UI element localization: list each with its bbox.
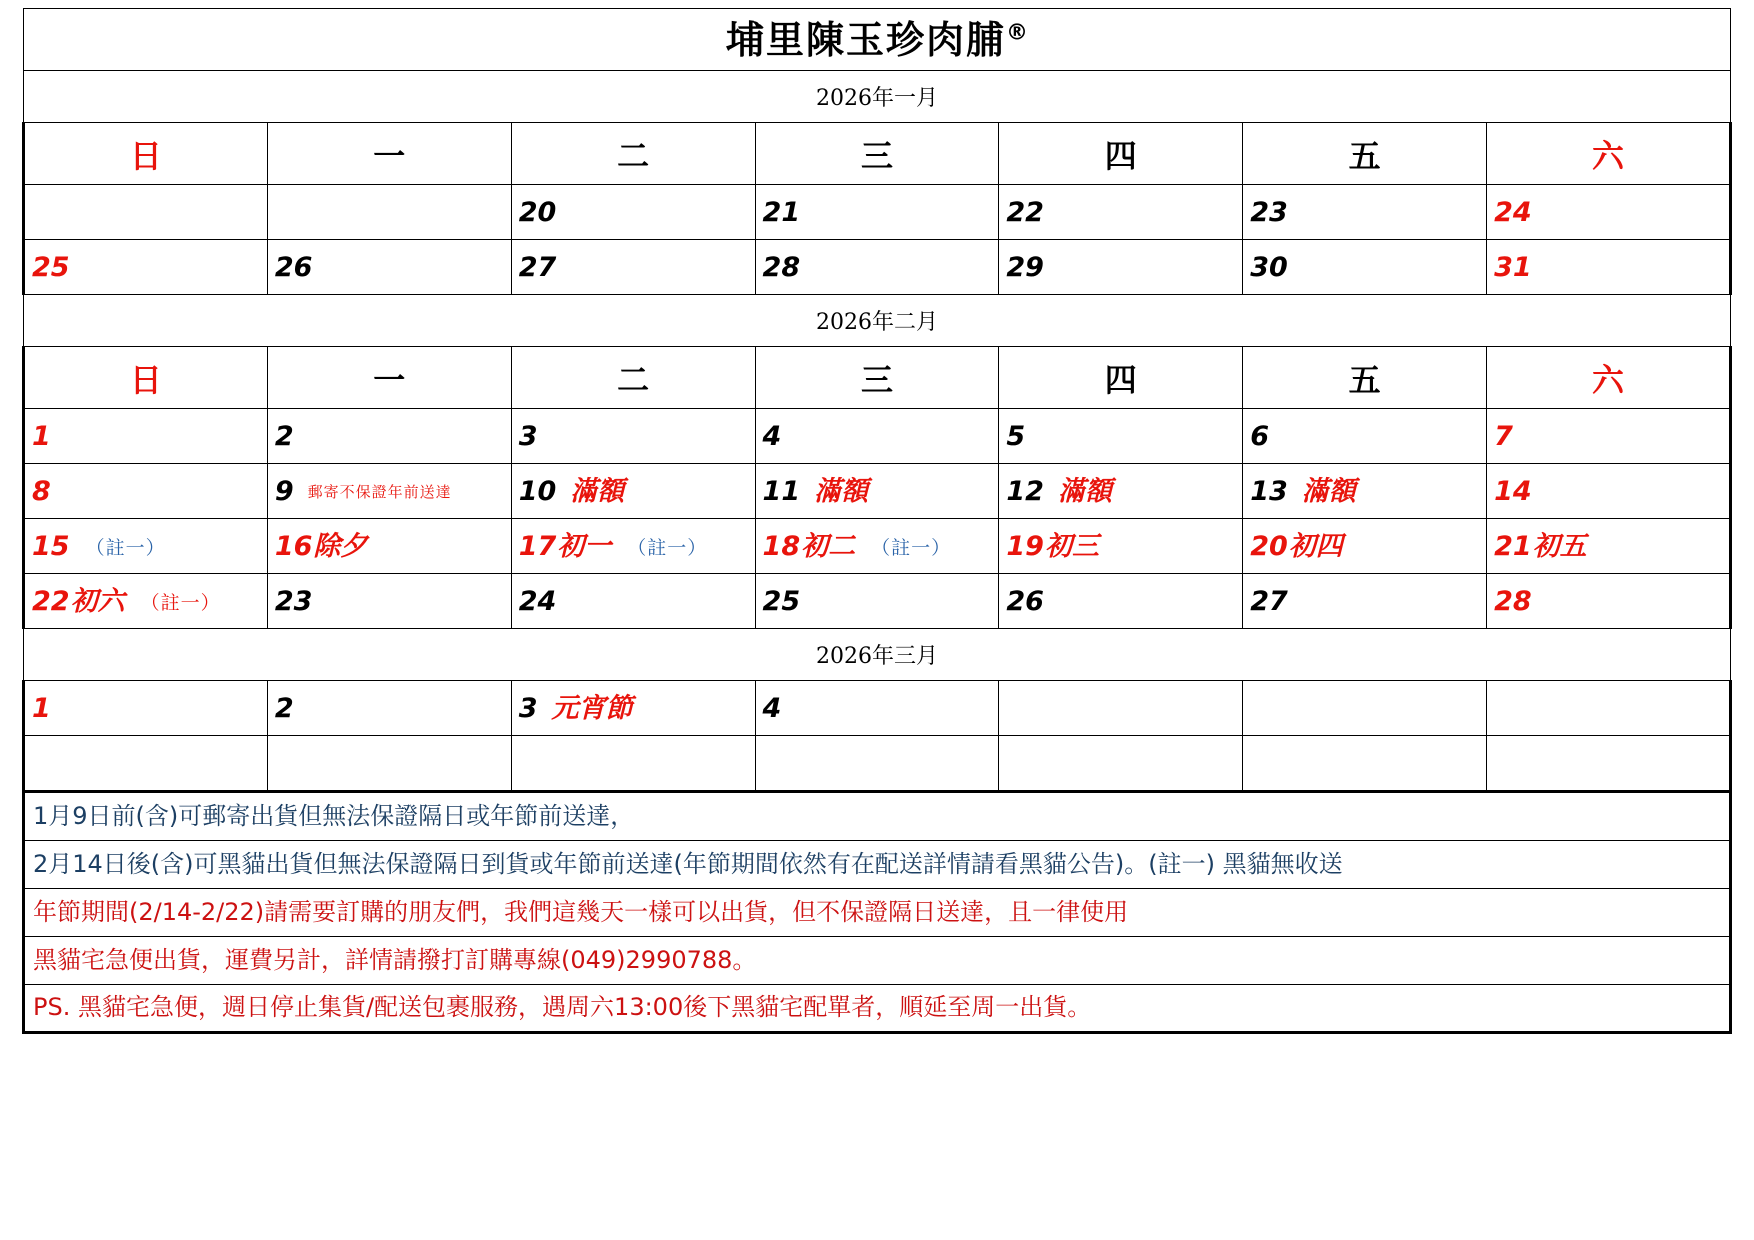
day-cell[interactable] bbox=[755, 240, 999, 295]
day-cell-content bbox=[1243, 240, 1486, 294]
day-cell-content bbox=[1487, 185, 1729, 239]
day-number: 24 bbox=[1494, 196, 1532, 228]
weekday-header-row bbox=[24, 347, 1731, 409]
weekday-label: 二 bbox=[617, 136, 650, 175]
weekday-header-row bbox=[24, 123, 1731, 185]
day-number: 19 bbox=[1006, 530, 1044, 562]
month-label-cell bbox=[24, 71, 1731, 123]
day-cell-content bbox=[268, 736, 511, 790]
weekday-label: 三 bbox=[860, 136, 893, 175]
day-cell[interactable] bbox=[267, 409, 511, 464]
week-row bbox=[24, 240, 1731, 295]
month-label-cell bbox=[24, 629, 1731, 681]
empty-day-cell bbox=[755, 736, 999, 791]
day-cell[interactable] bbox=[1243, 574, 1487, 629]
weekday-header-3 bbox=[755, 347, 999, 409]
day-cell-content bbox=[1243, 574, 1486, 628]
week-row bbox=[24, 409, 1731, 464]
weekday-header-0 bbox=[24, 347, 268, 409]
weekday-header-5 bbox=[1243, 123, 1487, 185]
day-number: 2 bbox=[274, 420, 294, 452]
note-row bbox=[24, 888, 1731, 936]
day-cell[interactable] bbox=[511, 240, 755, 295]
weekday-header-5 bbox=[1243, 347, 1487, 409]
day-cell[interactable] bbox=[999, 185, 1243, 240]
day-number: 10 bbox=[518, 475, 557, 507]
day-cell-content bbox=[999, 185, 1242, 239]
day-tag: 初四 bbox=[1288, 530, 1343, 562]
day-cell[interactable] bbox=[755, 681, 999, 736]
weekday-label: 一 bbox=[373, 360, 406, 399]
day-cell-content bbox=[268, 681, 511, 735]
day-cell-content bbox=[268, 464, 511, 518]
page-title bbox=[725, 17, 1028, 62]
day-cell-content bbox=[25, 409, 267, 463]
note-text: 黑貓宅急便出貨，運費另計，詳情請撥打訂購專線(049)2990788。 bbox=[33, 945, 757, 974]
day-number: 28 bbox=[1494, 585, 1532, 617]
day-number: 5 bbox=[1006, 420, 1026, 452]
day-number: 27 bbox=[1250, 585, 1288, 617]
weekday-header-1 bbox=[267, 347, 511, 409]
day-cell[interactable] bbox=[999, 574, 1243, 629]
day-cell[interactable] bbox=[24, 464, 268, 519]
weekday-header-3 bbox=[755, 123, 999, 185]
note-cell bbox=[24, 840, 1731, 888]
day-cell-content bbox=[512, 185, 755, 239]
day-tag: 初一 bbox=[557, 530, 612, 562]
day-cell-content bbox=[512, 736, 755, 790]
day-cell[interactable] bbox=[24, 519, 268, 574]
day-cell-content bbox=[268, 409, 511, 463]
day-cell-content bbox=[1487, 464, 1729, 518]
title-row bbox=[24, 9, 1731, 71]
day-cell-content bbox=[512, 681, 755, 735]
day-cell-content bbox=[1487, 409, 1729, 463]
day-cell-content bbox=[1243, 185, 1486, 239]
day-tag: 初六 bbox=[70, 585, 125, 617]
note-text: 年節期間(2/14-2/22)請需要訂購的朋友們，我們這幾天一樣可以出貨，但不保證隔日送達，且一律使用 bbox=[33, 897, 1129, 926]
day-cell[interactable] bbox=[1243, 464, 1487, 519]
day-tag: 除夕 bbox=[313, 530, 368, 562]
day-number: 29 bbox=[1006, 251, 1044, 283]
day-cell[interactable] bbox=[1243, 519, 1487, 574]
day-cell[interactable] bbox=[755, 409, 999, 464]
day-cell-content bbox=[756, 409, 999, 463]
month-label: 2026年三月 bbox=[816, 644, 938, 669]
week-row bbox=[24, 185, 1731, 240]
day-cell-content bbox=[1243, 736, 1486, 790]
note-cell bbox=[24, 888, 1731, 936]
calendar-table bbox=[22, 8, 1732, 791]
day-number: 20 bbox=[518, 196, 557, 228]
day-cell-content bbox=[1487, 736, 1729, 790]
note-cell bbox=[24, 984, 1731, 1032]
weekday-header-4 bbox=[999, 347, 1243, 409]
day-tag: 滿額 bbox=[814, 475, 869, 507]
day-number: 18 bbox=[762, 530, 801, 562]
empty-day-cell bbox=[267, 736, 511, 791]
day-cell[interactable] bbox=[1487, 185, 1731, 240]
day-number: 14 bbox=[1494, 475, 1532, 507]
empty-day-cell bbox=[999, 736, 1243, 791]
month-label-row bbox=[24, 295, 1731, 347]
day-cell[interactable] bbox=[267, 519, 511, 574]
month-label: 2026年二月 bbox=[816, 310, 938, 335]
weekday-label: 一 bbox=[373, 136, 406, 175]
day-cell-content bbox=[1487, 681, 1729, 735]
day-cell[interactable] bbox=[1243, 240, 1487, 295]
day-number: 22 bbox=[1006, 196, 1044, 228]
day-cell-content bbox=[25, 185, 267, 239]
weekday-header-0 bbox=[24, 123, 268, 185]
empty-day-cell bbox=[1487, 736, 1731, 791]
weekday-header-6 bbox=[1487, 123, 1731, 185]
day-number: 17 bbox=[518, 530, 557, 562]
day-footnote-ref: （註一） bbox=[627, 536, 708, 559]
day-number: 28 bbox=[762, 251, 801, 283]
day-number: 9 bbox=[274, 475, 294, 507]
day-number: 30 bbox=[1250, 251, 1288, 283]
day-number: 3 bbox=[518, 692, 538, 724]
day-cell-content bbox=[1243, 519, 1486, 573]
note-text: 1月9日前(含)可郵寄出貨但無法保證隔日或年節前送達， bbox=[33, 802, 635, 831]
day-number: 26 bbox=[274, 251, 313, 283]
day-cell-content bbox=[999, 574, 1242, 628]
day-number: 8 bbox=[32, 475, 51, 507]
day-number: 1 bbox=[32, 692, 51, 724]
day-number: 1 bbox=[32, 420, 51, 452]
day-number: 7 bbox=[1494, 420, 1513, 452]
day-number: 24 bbox=[518, 585, 557, 617]
note-text: 2月14日後(含)可黑貓出貨但無法保證隔日到貨或年節前送達(年節期間依然有在配送詳情請看黑貓公告)。(註一) 黑貓無收送 bbox=[33, 849, 1343, 878]
day-number: 16 bbox=[274, 530, 313, 562]
day-cell[interactable] bbox=[999, 240, 1243, 295]
day-cell-content bbox=[999, 681, 1242, 735]
day-number: 4 bbox=[762, 692, 782, 724]
week-row bbox=[24, 464, 1731, 519]
day-number: 15 bbox=[32, 530, 70, 562]
day-cell[interactable] bbox=[24, 574, 268, 629]
day-cell[interactable] bbox=[1487, 464, 1731, 519]
weekday-label: 四 bbox=[1104, 360, 1137, 399]
weekday-label: 四 bbox=[1104, 136, 1137, 175]
day-cell[interactable] bbox=[511, 519, 755, 574]
day-number: 21 bbox=[762, 196, 801, 228]
month-label-row bbox=[24, 629, 1731, 681]
day-number: 13 bbox=[1250, 475, 1288, 507]
day-cell-content bbox=[512, 409, 755, 463]
week-row bbox=[24, 736, 1731, 791]
weekday-header-6 bbox=[1487, 347, 1731, 409]
day-number: 31 bbox=[1494, 251, 1532, 283]
day-cell-content bbox=[512, 240, 755, 294]
day-cell-content bbox=[1243, 681, 1486, 735]
day-footnote-ref: （註一） bbox=[871, 536, 952, 559]
day-cell-content bbox=[756, 574, 999, 628]
day-cell[interactable] bbox=[511, 185, 755, 240]
day-cell-content bbox=[25, 736, 267, 790]
empty-day-cell bbox=[1243, 681, 1487, 736]
day-cell-content bbox=[512, 574, 755, 628]
day-footnote-ref: （註一） bbox=[140, 591, 221, 614]
day-cell[interactable] bbox=[1243, 409, 1487, 464]
week-row bbox=[24, 519, 1731, 574]
day-tag: 滿額 bbox=[1301, 475, 1356, 507]
month-label-cell bbox=[24, 295, 1731, 347]
day-cell-content bbox=[756, 736, 999, 790]
day-number: 23 bbox=[274, 585, 313, 617]
day-cell[interactable] bbox=[511, 409, 755, 464]
day-cell[interactable] bbox=[755, 574, 999, 629]
day-number: 12 bbox=[1006, 475, 1044, 507]
day-cell[interactable] bbox=[999, 409, 1243, 464]
day-tag: 滿額 bbox=[1057, 475, 1112, 507]
day-tag: 初五 bbox=[1532, 530, 1587, 562]
day-number: 3 bbox=[518, 420, 538, 452]
empty-day-cell bbox=[1243, 736, 1487, 791]
note-cell bbox=[24, 936, 1731, 984]
day-small-note: 郵寄不保證年前送達 bbox=[307, 482, 452, 501]
day-footnote-ref: （註一） bbox=[85, 536, 166, 559]
month-label-row bbox=[24, 71, 1731, 123]
day-cell-content bbox=[1487, 240, 1729, 294]
day-cell-content bbox=[999, 464, 1242, 518]
day-cell[interactable] bbox=[24, 409, 268, 464]
day-cell[interactable] bbox=[999, 519, 1243, 574]
day-cell[interactable] bbox=[999, 464, 1243, 519]
day-cell-content bbox=[25, 681, 267, 735]
day-cell-content bbox=[756, 519, 999, 573]
day-cell-content bbox=[756, 185, 999, 239]
note-cell bbox=[24, 792, 1731, 840]
day-number: 6 bbox=[1250, 420, 1270, 452]
day-cell[interactable] bbox=[755, 519, 999, 574]
day-cell-content bbox=[512, 519, 755, 573]
day-number: 25 bbox=[762, 585, 801, 617]
day-cell[interactable] bbox=[24, 681, 268, 736]
day-tag: 初三 bbox=[1044, 530, 1099, 562]
day-cell-content bbox=[999, 409, 1242, 463]
weekday-header-1 bbox=[267, 123, 511, 185]
month-label: 2026年一月 bbox=[816, 86, 938, 111]
weekday-label: 三 bbox=[860, 360, 893, 399]
day-cell[interactable] bbox=[267, 464, 511, 519]
day-number: 27 bbox=[518, 251, 557, 283]
empty-day-cell bbox=[24, 185, 268, 240]
day-cell[interactable] bbox=[1487, 574, 1731, 629]
day-cell-content bbox=[756, 681, 999, 735]
day-tag: 初二 bbox=[801, 530, 856, 562]
day-cell-content bbox=[268, 240, 511, 294]
day-cell[interactable] bbox=[1487, 519, 1731, 574]
week-row bbox=[24, 681, 1731, 736]
day-cell-content bbox=[756, 240, 999, 294]
weekday-header-4 bbox=[999, 123, 1243, 185]
day-cell[interactable] bbox=[511, 681, 755, 736]
note-row bbox=[24, 936, 1731, 984]
empty-day-cell bbox=[999, 681, 1243, 736]
weekday-label: 日 bbox=[129, 360, 162, 399]
day-cell[interactable] bbox=[755, 185, 999, 240]
day-number: 11 bbox=[762, 475, 801, 507]
day-cell[interactable] bbox=[511, 464, 755, 519]
weekday-label: 二 bbox=[617, 360, 650, 399]
day-cell-content bbox=[1243, 464, 1486, 518]
day-cell-content bbox=[512, 464, 755, 518]
weekday-label: 六 bbox=[1592, 360, 1625, 399]
day-cell-content bbox=[268, 185, 511, 239]
day-cell[interactable] bbox=[267, 681, 511, 736]
weekday-label: 五 bbox=[1348, 136, 1381, 175]
day-cell-content bbox=[25, 519, 267, 573]
day-cell-content bbox=[999, 519, 1242, 573]
weekday-label: 五 bbox=[1348, 360, 1381, 399]
note-text: PS. 黑貓宅急便，週日停止集貨/配送包裹服務，遇周六13:00後下黑貓宅配單者，順延至周一出貨。 bbox=[33, 993, 1092, 1022]
weekday-header-2 bbox=[511, 347, 755, 409]
day-cell[interactable] bbox=[1487, 409, 1731, 464]
day-cell-content bbox=[25, 240, 267, 294]
day-cell-content bbox=[1243, 409, 1486, 463]
empty-day-cell bbox=[511, 736, 755, 791]
day-cell-content bbox=[999, 736, 1242, 790]
empty-day-cell bbox=[1487, 681, 1731, 736]
day-cell-content bbox=[268, 574, 511, 628]
day-cell-content bbox=[25, 574, 267, 628]
day-cell[interactable] bbox=[267, 240, 511, 295]
day-cell[interactable] bbox=[511, 574, 755, 629]
day-cell-content bbox=[999, 240, 1242, 294]
week-row bbox=[24, 574, 1731, 629]
day-cell-content bbox=[1487, 519, 1729, 573]
registered-mark-icon: ® bbox=[1006, 19, 1028, 45]
day-cell[interactable] bbox=[24, 240, 268, 295]
day-cell-content bbox=[268, 519, 511, 573]
day-number: 26 bbox=[1006, 585, 1044, 617]
empty-day-cell bbox=[24, 736, 268, 791]
weekday-label: 日 bbox=[129, 136, 162, 175]
notes-table bbox=[22, 791, 1732, 1034]
day-cell[interactable] bbox=[1243, 185, 1487, 240]
note-row bbox=[24, 984, 1731, 1032]
brand-title-cell bbox=[24, 9, 1731, 71]
day-cell[interactable] bbox=[1487, 240, 1731, 295]
day-number: 2 bbox=[274, 692, 294, 724]
day-tag: 滿額 bbox=[570, 475, 625, 507]
day-cell[interactable] bbox=[267, 574, 511, 629]
day-number: 22 bbox=[32, 585, 70, 617]
day-tag: 元宵節 bbox=[551, 692, 633, 724]
note-row bbox=[24, 840, 1731, 888]
brand-name: 埔里陳玉珍肉脯 bbox=[725, 17, 1006, 62]
day-cell[interactable] bbox=[755, 464, 999, 519]
day-number: 23 bbox=[1250, 196, 1288, 228]
day-number: 25 bbox=[32, 251, 70, 283]
weekday-label: 六 bbox=[1592, 136, 1625, 175]
day-cell-content bbox=[756, 464, 999, 518]
day-number: 4 bbox=[762, 420, 782, 452]
day-number: 21 bbox=[1494, 530, 1532, 562]
weekday-header-2 bbox=[511, 123, 755, 185]
empty-day-cell bbox=[267, 185, 511, 240]
day-cell-content bbox=[1487, 574, 1729, 628]
day-cell-content bbox=[25, 464, 267, 518]
day-number: 20 bbox=[1250, 530, 1288, 562]
note-row bbox=[24, 792, 1731, 840]
